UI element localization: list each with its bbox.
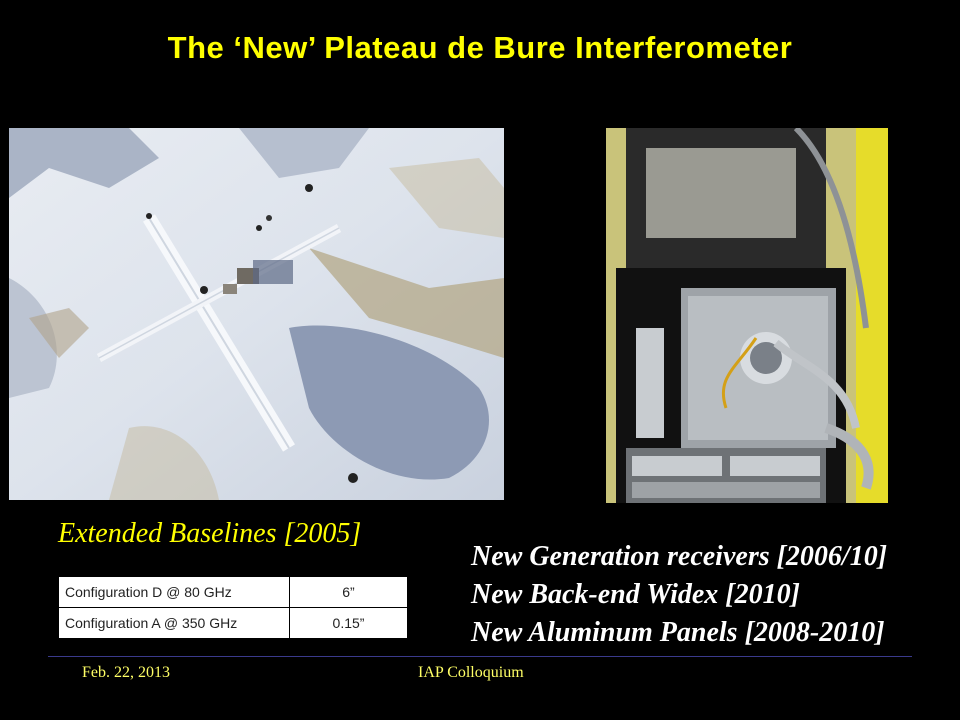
table-row	[59, 577, 408, 608]
feature-list	[471, 538, 887, 652]
configuration-table	[58, 576, 408, 639]
config-cell: Configuration D @ 80 GHz	[59, 577, 290, 608]
resolution-cell: 6”	[290, 577, 408, 608]
feature-item: New Back-end Widex [2010]	[471, 579, 800, 610]
footer-date: Feb. 22, 2013	[82, 664, 170, 681]
table-row	[59, 608, 408, 639]
feature-item: New Aluminum Panels [2008-2010]	[471, 617, 885, 648]
config-cell: Configuration A @ 350 GHz	[59, 608, 290, 639]
footer-event: IAP Colloquium	[418, 664, 524, 681]
receiver-photo-illustration	[606, 128, 888, 503]
aerial-photo-illustration	[9, 128, 504, 500]
aerial-observatory-photo	[9, 128, 504, 500]
footer-divider	[48, 656, 912, 657]
slide-title: The ‘New’ Plateau de Bure Interferometer	[167, 30, 793, 65]
receiver-cabin-photo	[606, 128, 888, 503]
resolution-cell: 0.15”	[290, 608, 408, 639]
feature-item: New Generation receivers [2006/10]	[471, 541, 888, 572]
extended-baselines-heading: Extended Baselines [2005]	[58, 518, 362, 549]
